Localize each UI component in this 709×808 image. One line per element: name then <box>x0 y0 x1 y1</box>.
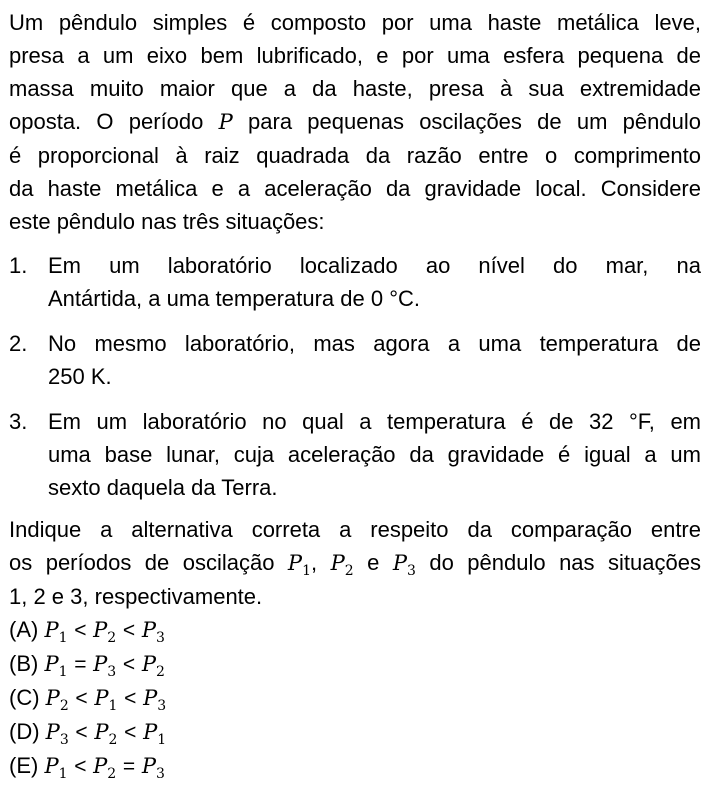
period-subscript: 1 <box>157 732 167 749</box>
comparison-operator: = <box>74 653 87 676</box>
question-prompt <box>9 513 701 613</box>
comparison-operator: < <box>75 687 88 710</box>
statement-text: oposta. O período <box>9 109 204 134</box>
option-expression <box>44 652 165 681</box>
situation-line: No mesmo laboratório, mas agora a uma temperatura de <box>48 331 701 356</box>
period-symbol: P <box>44 754 59 778</box>
period-subscript: 2 <box>59 698 69 715</box>
period-p3 <box>392 551 416 580</box>
period-term <box>93 754 117 783</box>
problem-statement <box>9 6 701 238</box>
period-term <box>143 686 167 715</box>
period-subscript: 1 <box>58 766 68 783</box>
prompt-text: do pêndulo nas situações <box>429 550 701 575</box>
period-symbol: P <box>93 652 108 676</box>
prompt-conjunction: e <box>367 550 380 575</box>
option-label: (C) <box>9 685 40 710</box>
answer-option-a[interactable] <box>9 613 701 647</box>
situation-line: uma base lunar, cuja aceleração da gravidade é igual a um <box>48 442 701 467</box>
period-term <box>93 618 117 647</box>
statement-text: para pequenas oscilações de um pêndulo <box>248 109 701 134</box>
situation-number: 1. <box>9 253 28 278</box>
comparison-operator: = <box>122 755 136 778</box>
period-p2-symbol: P <box>330 551 345 575</box>
statement-line: é proporcional à raiz quadrada da razão entre o comprimento <box>9 143 701 168</box>
comparison-operator: < <box>124 721 137 744</box>
option-label: (B) <box>9 651 39 676</box>
period-subscript: 2 <box>107 766 117 783</box>
situation-line: sexto daquela da Terra. <box>48 475 278 500</box>
period-symbol: P <box>143 720 158 744</box>
situation-line: Em um laboratório localizado ao nível do mar, na <box>48 253 701 278</box>
statement-line: massa muito maior que a da haste, presa à sua extremidade <box>9 76 701 101</box>
period-symbol: P <box>93 754 108 778</box>
period-symbol: P <box>94 720 109 744</box>
option-expression <box>45 686 167 715</box>
period-term <box>45 720 69 749</box>
period-term <box>141 754 165 783</box>
period-term <box>44 652 68 681</box>
period-term <box>94 720 118 749</box>
period-variable: P <box>218 110 233 134</box>
comparison-operator: < <box>124 687 137 710</box>
answer-options-list <box>9 613 701 783</box>
situations-list <box>9 249 701 504</box>
period-p3-symbol: P <box>392 551 407 575</box>
period-symbol: P <box>93 618 108 642</box>
prompt-comma: , <box>310 550 318 575</box>
option-label: (A) <box>9 617 39 642</box>
answer-option-b[interactable] <box>9 647 701 681</box>
period-term <box>141 618 165 647</box>
situation-line: 250 K. <box>48 364 112 389</box>
comparison-operator: < <box>122 619 136 642</box>
situation-item <box>9 405 701 504</box>
period-term <box>93 652 117 681</box>
period-symbol: P <box>45 686 60 710</box>
period-subscript: 3 <box>156 630 165 647</box>
comparison-operator: < <box>122 653 136 676</box>
statement-line-with-variable <box>9 105 701 139</box>
period-p2 <box>330 551 354 580</box>
period-term <box>45 686 69 715</box>
situation-number: 3. <box>9 409 28 434</box>
option-label: (E) <box>9 753 39 778</box>
period-p1-subscript: 1 <box>302 563 311 580</box>
period-term <box>143 720 167 749</box>
period-term <box>44 618 68 647</box>
period-subscript: 2 <box>107 630 117 647</box>
period-subscript: 3 <box>156 766 165 783</box>
period-p1-symbol: P <box>287 551 303 575</box>
statement-line: presa a um eixo bem lubrificado, e por uma esfera pequena de <box>9 43 701 68</box>
option-label: (D) <box>9 719 40 744</box>
answer-option-c[interactable] <box>9 681 701 715</box>
situation-line: Antártida, a uma temperatura de 0 °C. <box>48 286 420 311</box>
answer-option-d[interactable] <box>9 715 701 749</box>
prompt-line: 1, 2 e 3, respectivamente. <box>9 584 263 609</box>
prompt-line: Indique a alternativa correta a respeito da comparação entre <box>9 517 701 542</box>
option-expression <box>45 720 167 749</box>
answer-option-e[interactable] <box>9 749 701 783</box>
period-term <box>141 652 165 681</box>
period-subscript: 2 <box>156 664 165 681</box>
option-expression <box>44 618 165 647</box>
period-symbol: P <box>45 720 60 744</box>
comparison-operator: < <box>74 619 87 642</box>
statement-line: este pêndulo nas três situações: <box>9 209 325 234</box>
statement-line: Um pêndulo simples é composto por uma haste metálica leve, <box>9 10 701 35</box>
period-symbol: P <box>44 652 59 676</box>
period-subscript: 3 <box>107 664 117 681</box>
situation-number: 2. <box>9 331 28 356</box>
period-symbol: P <box>141 754 156 778</box>
prompt-line-with-variables <box>9 546 701 580</box>
period-symbol: P <box>141 652 156 676</box>
period-symbol: P <box>143 686 158 710</box>
situation-line: Em um laboratório no qual a temperatura é de 32 °F, em <box>48 409 701 434</box>
period-subscript: 3 <box>157 698 167 715</box>
comparison-operator: < <box>74 755 87 778</box>
period-p3-subscript: 3 <box>406 563 416 580</box>
comparison-operator: < <box>75 721 88 744</box>
option-expression <box>44 754 165 783</box>
period-subscript: 1 <box>58 630 68 647</box>
statement-line: da haste metálica e a aceleração da gravidade local. Considere <box>9 176 701 201</box>
situation-item <box>9 327 701 393</box>
period-p1 <box>287 551 311 580</box>
period-subscript: 2 <box>108 732 118 749</box>
period-symbol: P <box>141 618 156 642</box>
period-term <box>44 754 68 783</box>
prompt-text: os períodos de oscilação <box>9 550 275 575</box>
period-subscript: 1 <box>108 698 118 715</box>
period-subscript: 3 <box>59 732 69 749</box>
period-symbol: P <box>94 686 109 710</box>
period-term <box>94 686 118 715</box>
period-subscript: 1 <box>58 664 68 681</box>
situation-item <box>9 249 701 315</box>
period-p2-subscript: 2 <box>344 563 354 580</box>
period-symbol: P <box>44 618 59 642</box>
